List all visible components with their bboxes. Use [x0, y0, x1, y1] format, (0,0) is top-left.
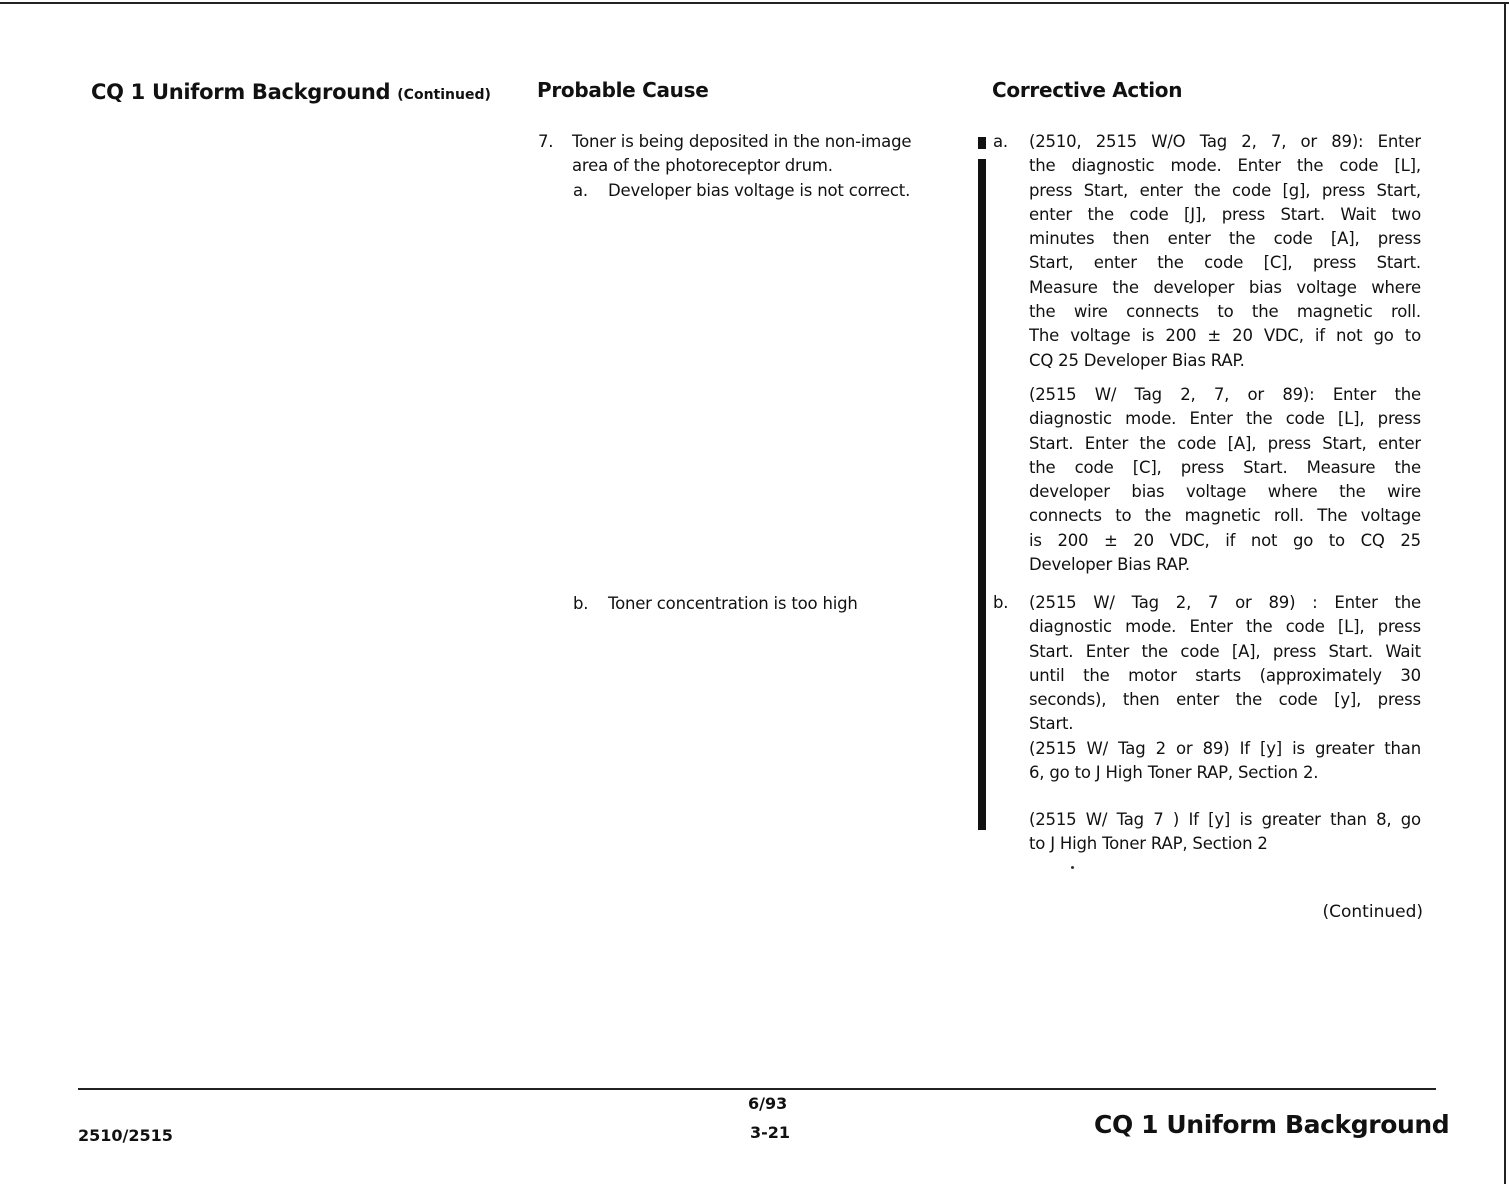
- cause-subitem-a-letter: a.: [573, 181, 588, 200]
- section-continued-label: (Continued): [397, 87, 491, 103]
- action-line: Measure the developer bias voltage where: [1029, 277, 1421, 297]
- action-line: (2515 W/ Tag 7 ) If [y] is greater than 8, go: [1029, 810, 1421, 829]
- continued-label: (Continued): [1322, 902, 1423, 922]
- action-line: seconds), then enter the code [y], press: [1029, 690, 1421, 710]
- footer-model: 2510/2515: [78, 1126, 173, 1145]
- probable-cause-heading: Probable Cause: [537, 78, 709, 102]
- action-line: to J High Toner RAP, Section 2: [1029, 834, 1268, 854]
- action-line: the wire connects to the magnetic roll.: [1029, 302, 1421, 322]
- action-line: Start. Enter the code [A], press Start, enter: [1029, 433, 1421, 453]
- right-border-rule: [1504, 2, 1506, 1184]
- action-b-letter: b.: [993, 593, 1009, 612]
- cause-item-7-line: Toner is being deposited in the non-image: [572, 132, 912, 151]
- footer-date: 6/93: [748, 1094, 788, 1113]
- action-line: enter the code [J], press Start. Wait two: [1029, 204, 1421, 224]
- action-line: the diagnostic mode. Enter the code [L],: [1029, 156, 1421, 176]
- action-line: developer bias voltage where the wire: [1029, 482, 1421, 502]
- corrective-action-heading: Corrective Action: [992, 78, 1183, 102]
- action-line: (2515 W/ Tag 2, 7, or 89): Enter the: [1029, 385, 1421, 404]
- section-heading: [91, 80, 491, 104]
- action-line: Start, enter the code [C], press Start.: [1029, 253, 1421, 273]
- action-line: (2515 W/ Tag 2, 7 or 89) : Enter the: [1029, 593, 1421, 612]
- action-line: (2510, 2515 W/O Tag 2, 7, or 89): Enter: [1029, 132, 1421, 151]
- action-line: Developer Bias RAP.: [1029, 555, 1190, 575]
- action-line: minutes then enter the code [A], press: [1029, 229, 1421, 249]
- top-border-rule: [0, 2, 1509, 4]
- action-line: Start. Enter the code [A], press Start. Wait: [1029, 641, 1421, 661]
- change-bar: [978, 137, 986, 149]
- action-b-paragraph-2: [1029, 808, 1421, 857]
- cause-item-7-number: 7.: [538, 132, 554, 151]
- scan-speck: [1071, 866, 1074, 869]
- action-a-paragraph-2: [1029, 383, 1421, 577]
- action-b-paragraph-1: [1029, 591, 1421, 785]
- action-line: CQ 25 Developer Bias RAP.: [1029, 350, 1245, 370]
- cause-subitem-b-text: Toner concentration is too high: [608, 594, 858, 613]
- footer-page-number: 3-21: [750, 1123, 791, 1142]
- action-line: press Start, enter the code [g], press Start,: [1029, 180, 1421, 200]
- action-line: the code [C], press Start. Measure the: [1029, 457, 1421, 477]
- cause-subitem-b-letter: b.: [573, 594, 589, 613]
- footer-title: CQ 1 Uniform Background: [1094, 1110, 1450, 1139]
- action-line: (2515 W/ Tag 2 or 89) If [y] is greater than: [1029, 738, 1421, 758]
- section-title: CQ 1 Uniform Background: [91, 80, 391, 104]
- action-line: 6, go to J High Toner RAP, Section 2.: [1029, 763, 1319, 783]
- action-a-paragraph-1: [1029, 130, 1421, 373]
- action-line: connects to the magnetic roll. The voltage: [1029, 506, 1421, 526]
- action-line: until the motor starts (approximately 30: [1029, 665, 1421, 685]
- action-a-letter: a.: [993, 132, 1008, 151]
- cause-item-7-line: area of the photoreceptor drum.: [572, 156, 833, 176]
- cause-subitem-a-text: Developer bias voltage is not correct.: [608, 181, 911, 200]
- action-line: is 200 ± 20 VDC, if not go to CQ 25: [1029, 530, 1421, 550]
- action-line: Start.: [1029, 714, 1074, 734]
- action-line: The voltage is 200 ± 20 VDC, if not go to: [1029, 326, 1421, 346]
- action-line: diagnostic mode. Enter the code [L], press: [1029, 409, 1421, 429]
- action-line: diagnostic mode. Enter the code [L], press: [1029, 617, 1421, 637]
- change-bar: [978, 159, 986, 830]
- cause-item-7-text: [572, 130, 972, 179]
- footer-rule: [78, 1088, 1436, 1090]
